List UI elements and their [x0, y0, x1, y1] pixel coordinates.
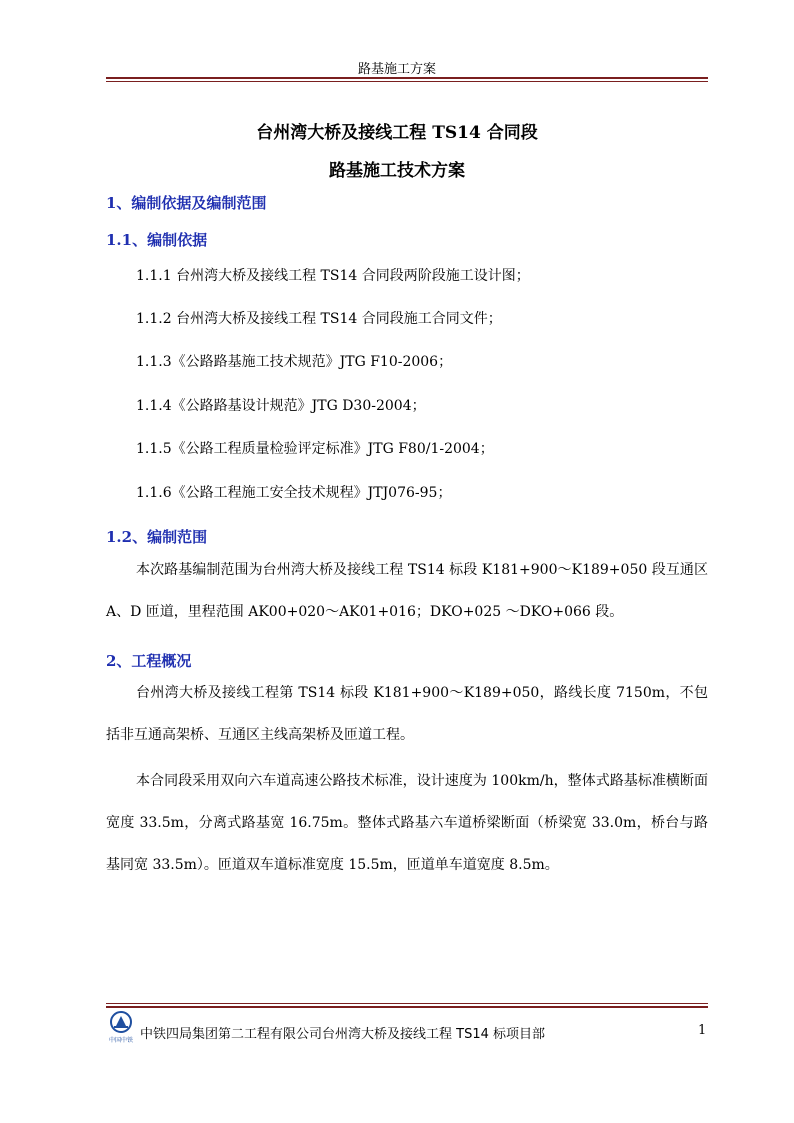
- footer-company: 中铁四局集团第二工程有限公司台州湾大桥及接线工程 TS14 标项目部: [140, 1027, 545, 1042]
- section-heading-1-2: 1.2、编制范围: [106, 528, 208, 546]
- section-heading-2: 2、工程概况: [106, 652, 192, 670]
- section-heading-1: 1、编制依据及编制范围: [106, 194, 267, 212]
- basis-item: 1.1.5《公路工程质量检验评定标准》JTG F80/1-2004；: [136, 441, 494, 457]
- company-logo-icon: [106, 1010, 136, 1044]
- basis-item: 1.1.3《公路路基施工技术规范》JTG F10-2006；: [136, 354, 453, 370]
- basis-item: 1.1.1 台州湾大桥及接线工程 TS14 合同段两阶段施工设计图；: [136, 268, 530, 284]
- section-heading-1-1: 1.1、编制依据: [106, 231, 208, 249]
- scope-paragraph: 本次路基编制范围为台州湾大桥及接线工程 TS14 标段 K181+900～K189+050 段互通区 A、D 匝道，里程范围 AK00+020～AK01+016；DKO+025 ～DKO+066 段。: [106, 562, 708, 620]
- basis-item: 1.1.6《公路工程施工安全技术规程》JTJ076-95；: [136, 485, 452, 501]
- footer-rule-thick: [106, 1006, 708, 1008]
- overview-paragraph-1: 台州湾大桥及接线工程第 TS14 标段 K181+900～K189+050，路线长度 7150m，不包括非互通高架桥、互通区主线高架桥及匝道工程。: [106, 685, 708, 743]
- basis-item: 1.1.2 台州湾大桥及接线工程 TS14 合同段施工合同文件；: [136, 311, 502, 327]
- header-rule-thin: [106, 81, 708, 82]
- logo-text: 中国中铁: [108, 1037, 134, 1044]
- footer-rule-thin: [106, 1003, 708, 1004]
- doc-title-line2: 路基施工技术方案: [329, 161, 465, 181]
- doc-title-line1: 台州湾大桥及接线工程 TS14 合同段: [256, 123, 538, 143]
- basis-item: 1.1.4《公路路基设计规范》JTG D30-2004；: [136, 398, 426, 414]
- page-header: 路基施工方案: [357, 62, 436, 77]
- header-rule-thick: [106, 77, 708, 79]
- overview-paragraph-2: 本合同段采用双向六车道高速公路技术标准，设计速度为 100km/h，整体式路基标准横断面宽度 33.5m，分离式路基宽 16.75m。整体式路基六车道桥梁断面（桥梁宽 33.0m，桥台与路基同宽 33.5m）。匝道双车道标准宽度 15.5m，匝道单车道宽度 8.5m。: [106, 773, 708, 873]
- page-number: 1: [698, 1023, 707, 1038]
